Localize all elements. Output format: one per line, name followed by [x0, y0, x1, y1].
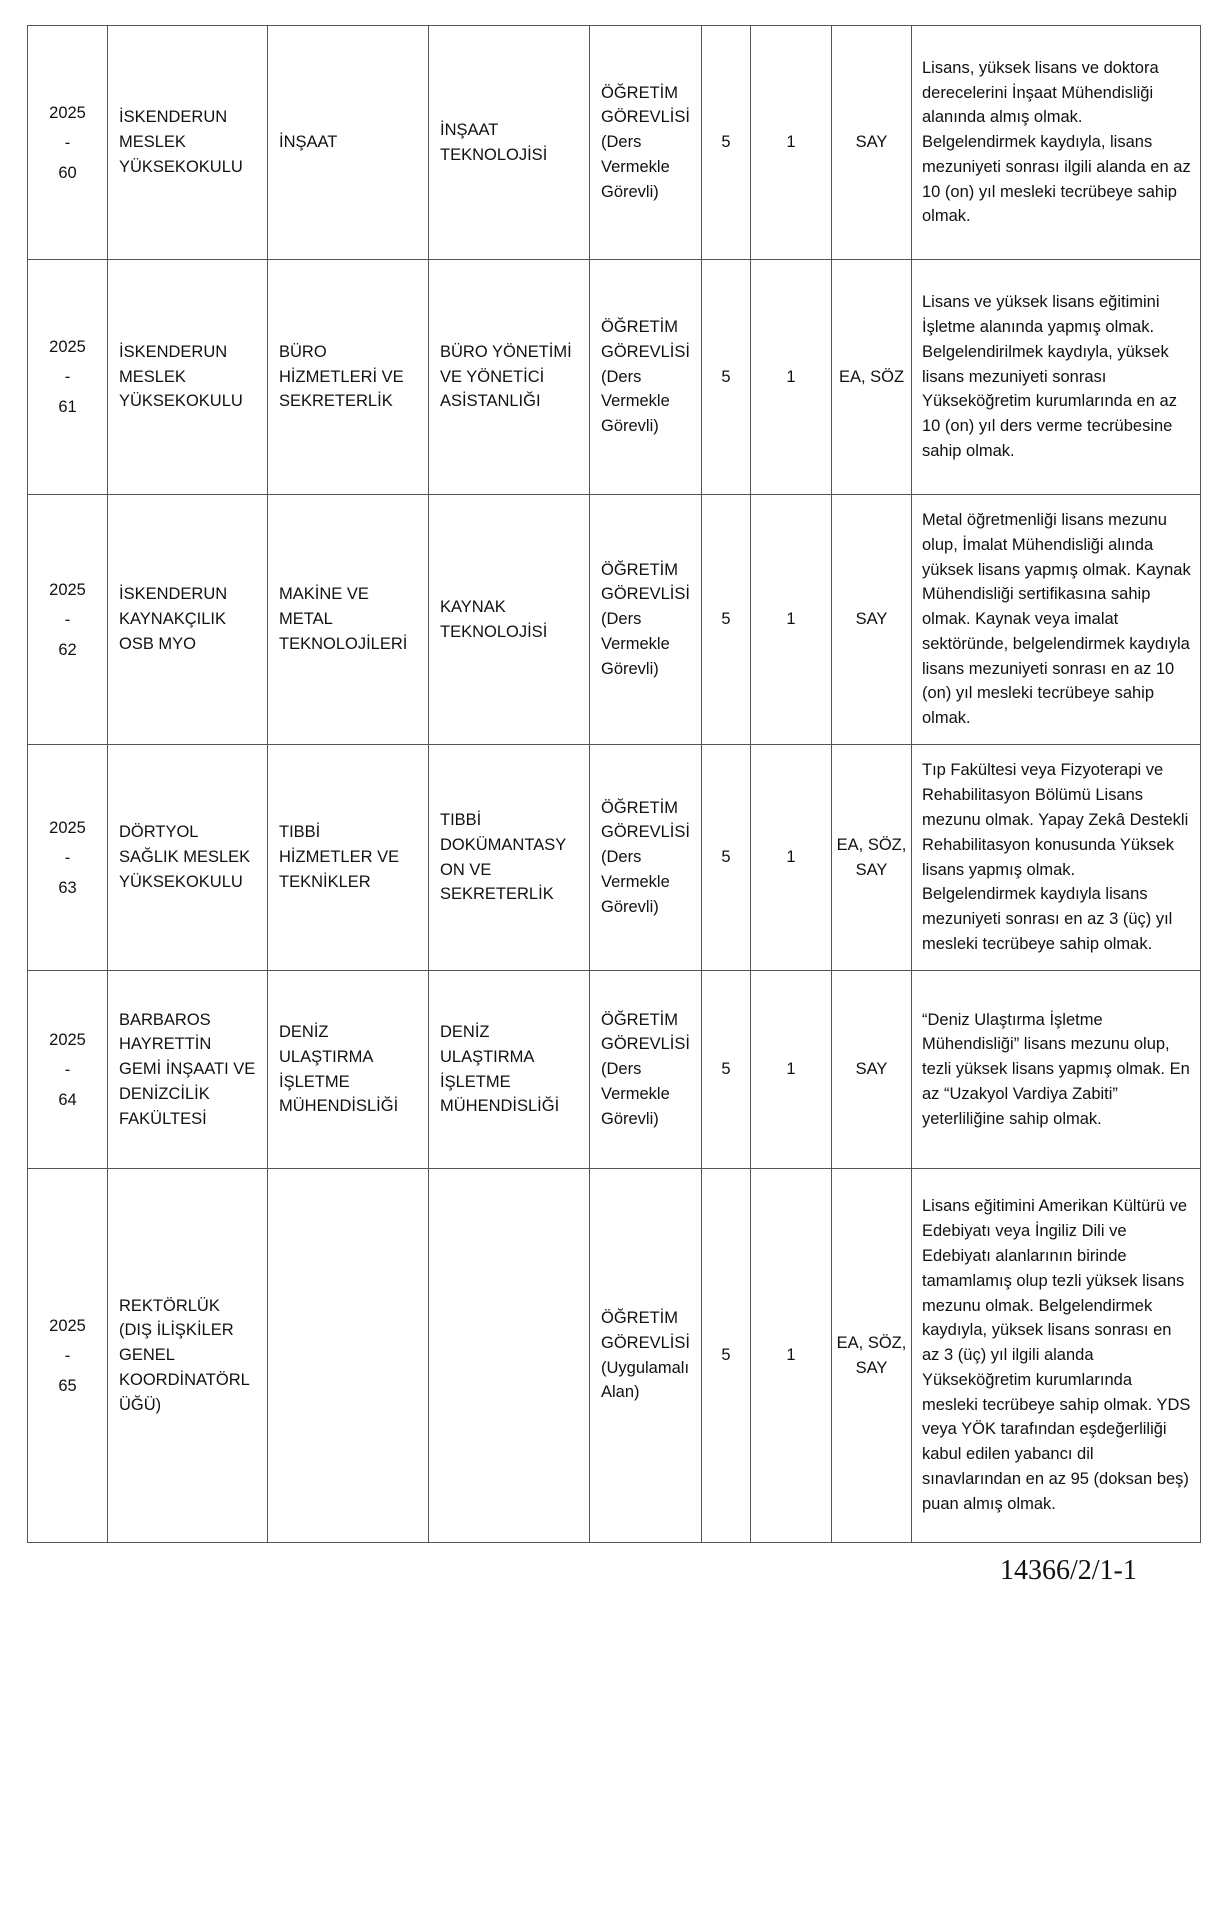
count-cell: 1 — [751, 1169, 832, 1543]
title-cell: ÖĞRETİM GÖREVLİSİ (Ders Vermekle Görevli) — [590, 495, 702, 745]
position-code — [28, 971, 108, 1169]
code-year: 2025 — [49, 1316, 86, 1335]
department-cell: DENİZ ULAŞTIRMA İŞLETME MÜHENDİSLİĞİ — [268, 971, 429, 1169]
program-cell: TIBBİ DOKÜMANTASYON VE SEKRETERLİK — [429, 745, 590, 971]
program-cell: BÜRO YÖNETİMİ VE YÖNETİCİ ASİSTANLIĞI — [429, 260, 590, 495]
degree-cell: 5 — [702, 495, 751, 745]
title-cell: ÖĞRETİM GÖREVLİSİ (Uygulamalı Alan) — [590, 1169, 702, 1543]
code-number: 61 — [58, 398, 77, 416]
requirements-cell: “Deniz Ulaştırma İşletme Mühendisliği” lisans mezunu olup, tezli yüksek lisans yapmış olmak. En az “Uzakyol Vardiya Zabiti” yeterliliğine sahip olmak. — [912, 971, 1201, 1169]
unit-cell: İSKENDERUN KAYNAKÇILIK OSB MYO — [108, 495, 268, 745]
code-year: 2025 — [49, 103, 86, 122]
score-type-cell: EA, SÖZ, SAY — [832, 1169, 912, 1543]
table-row — [28, 971, 1201, 1169]
degree-cell: 5 — [702, 971, 751, 1169]
unit-cell: İSKENDERUN MESLEK YÜKSEKOKULU — [108, 26, 268, 260]
code-dash: - — [64, 368, 71, 386]
position-code — [28, 26, 108, 260]
unit-cell: İSKENDERUN MESLEK YÜKSEKOKULU — [108, 260, 268, 495]
department-cell: İNŞAAT — [268, 26, 429, 260]
department-cell: MAKİNE VE METAL TEKNOLOJİLERİ — [268, 495, 429, 745]
unit-cell: REKTÖRLÜK (DIŞ İLİŞKİLER GENEL KOORDİNATÖRLÜĞÜ) — [108, 1169, 268, 1543]
score-type-cell: SAY — [832, 495, 912, 745]
code-number: 62 — [58, 640, 77, 659]
code-dash: - — [64, 133, 71, 152]
program-cell: DENİZ ULAŞTIRMA İŞLETME MÜHENDİSLİĞİ — [429, 971, 590, 1169]
requirements-cell: Lisans ve yüksek lisans eğitimini İşletme alanında yapmış olmak. Belgelendirilmek kaydıyla, yüksek lisans mezuniyeti sonrası Yükseköğretim kurumlarında en az 10 (on) yıl ders verme tecrübesine sahip olmak. — [912, 260, 1201, 495]
table-row — [28, 26, 1201, 260]
code-number: 64 — [58, 1090, 77, 1109]
code-dash: - — [64, 610, 71, 629]
count-cell: 1 — [751, 495, 832, 745]
department-cell: BÜRO HİZMETLERİ VE SEKRETERLİK — [268, 260, 429, 495]
table-row — [28, 260, 1201, 495]
degree-cell: 5 — [702, 260, 751, 495]
code-year: 2025 — [49, 580, 86, 599]
code-dash: - — [64, 1346, 71, 1365]
program-cell — [429, 1169, 590, 1543]
positions-table — [27, 25, 1201, 1543]
document-number: 14366/2/1-1 — [1000, 1555, 1137, 1586]
department-cell: TIBBİ HİZMETLER VE TEKNİKLER — [268, 745, 429, 971]
code-number: 60 — [58, 163, 77, 182]
count-cell: 1 — [751, 260, 832, 495]
unit-cell: DÖRTYOL SAĞLIK MESLEK YÜKSEKOKULU — [108, 745, 268, 971]
title-cell: ÖĞRETİM GÖREVLİSİ (Ders Vermekle Görevli) — [590, 260, 702, 495]
position-code — [28, 1169, 108, 1543]
count-cell: 1 — [751, 745, 832, 971]
unit-cell: BARBAROS HAYRETTİN GEMİ İNŞAATI VE DENİZCİLİK FAKÜLTESİ — [108, 971, 268, 1169]
title-cell: ÖĞRETİM GÖREVLİSİ (Ders Vermekle Görevli) — [590, 971, 702, 1169]
title-cell: ÖĞRETİM GÖREVLİSİ (Ders Vermekle Görevli) — [590, 26, 702, 260]
score-type-cell: SAY — [832, 26, 912, 260]
position-code — [28, 260, 108, 495]
program-cell: İNŞAAT TEKNOLOJİSİ — [429, 26, 590, 260]
count-cell: 1 — [751, 971, 832, 1169]
score-type-cell: SAY — [832, 971, 912, 1169]
program-cell: KAYNAK TEKNOLOJİSİ — [429, 495, 590, 745]
score-type-cell: EA, SÖZ, SAY — [832, 745, 912, 971]
count-cell: 1 — [751, 26, 832, 260]
table-row — [28, 495, 1201, 745]
code-number: 65 — [58, 1376, 77, 1395]
degree-cell: 5 — [702, 26, 751, 260]
degree-cell: 5 — [702, 745, 751, 971]
code-year: 2025 — [49, 818, 86, 837]
position-code — [28, 495, 108, 745]
requirements-cell: Tıp Fakültesi veya Fizyoterapi ve Rehabilitasyon Bölümü Lisans mezunu olmak. Yapay Zekâ Destekli Rehabilitasyon konusunda Yüksek lisans yapmış olmak. Belgelendirmek kaydıyla lisans mezuniyeti sonrası en az 3 (üç) yıl mesleki tecrübeye sahip olmak. — [912, 745, 1201, 971]
code-dash: - — [64, 1060, 71, 1079]
title-cell: ÖĞRETİM GÖREVLİSİ (Ders Vermekle Görevli) — [590, 745, 702, 971]
code-year: 2025 — [49, 1030, 86, 1049]
table-row — [28, 745, 1201, 971]
code-year: 2025 — [49, 338, 86, 356]
table-row — [28, 1169, 1201, 1543]
requirements-cell: Lisans, yüksek lisans ve doktora derecelerini İnşaat Mühendisliği alanında almış olmak. Belgelendirmek kaydıyla, lisans mezuniyeti sonrası ilgili alanda en az 10 (on) yıl mesleki tecrübeye sahip olmak. — [912, 26, 1201, 260]
position-code — [28, 745, 108, 971]
code-dash: - — [64, 848, 71, 867]
requirements-cell: Metal öğretmenliği lisans mezunu olup, İmalat Mühendisliği alında yüksek lisans yapmış olmak. Kaynak Mühendisliği sertifikasına sahip olmak. Kaynak veya imalat sektöründe, belgelendirmek kaydıyla lisans mezuniyeti sonrası en az 10 (on) yıl mesleki tecrübeye sahip olmak. — [912, 495, 1201, 745]
requirements-cell: Lisans eğitimini Amerikan Kültürü ve Edebiyatı veya İngiliz Dili ve Edebiyatı alanlarının birinde tamamlamış olup tezli yüksek lisans mezunu olmak. Belgelendirmek kaydıyla, yüksek lisans sonrası en az 3 (üç) yıl ilgili alanda Yükseköğretim kurumlarında mesleki tecrübeye sahip olmak. YDS veya YÖK tarafından eşdeğerliliği kabul edilen yabancı dil sınavlarından en az 95 (doksan beş) puan almış olmak. — [912, 1169, 1201, 1543]
department-cell — [268, 1169, 429, 1543]
score-type-cell: EA, SÖZ — [832, 260, 912, 495]
degree-cell: 5 — [702, 1169, 751, 1543]
code-number: 63 — [58, 878, 77, 897]
